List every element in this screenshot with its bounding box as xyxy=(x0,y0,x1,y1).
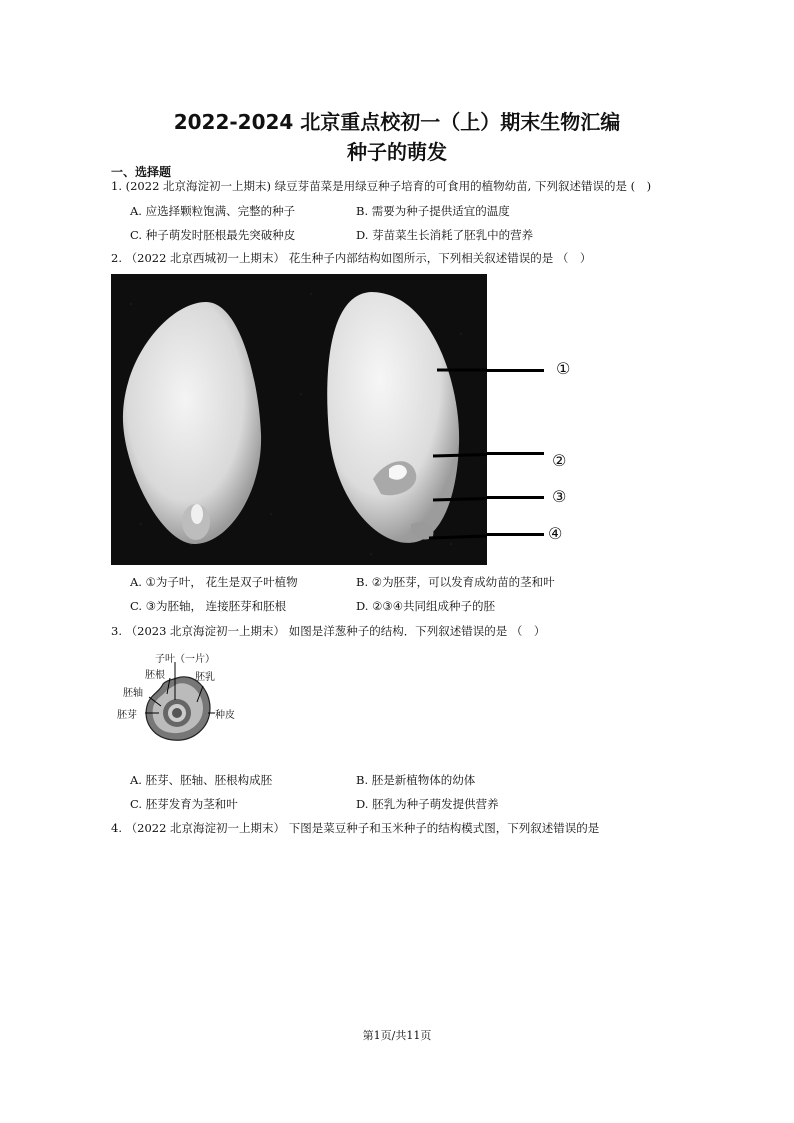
q1-option-c: C. 种子萌发时胚根最先突破种皮 xyxy=(130,228,296,242)
q2-option-c: C. ③为胚轴， 连接胚芽和胚根 xyxy=(130,599,287,613)
onion-seed-diagram xyxy=(115,650,250,745)
label-plumule: 胚芽 xyxy=(117,710,137,721)
q3-option-a: A. 胚芽、胚轴、胚根构成胚 xyxy=(130,773,273,787)
label-radicle: 胚根 xyxy=(145,670,165,681)
q2-option-a: A. ①为子叶， 花生是双子叶植物 xyxy=(130,575,298,589)
page-subtitle: 种子的萌发 xyxy=(347,140,447,164)
leader-line-4 xyxy=(487,533,544,536)
photo-label-4: ④ xyxy=(548,524,563,543)
question-4-stem: 4. （2022 北京海淀初一上期末） 下图是菜豆种子和玉米种子的结构模式图，下列叙述错误的是 xyxy=(111,821,600,835)
q1-option-d: D. 芽苗菜生长消耗了胚乳中的营养 xyxy=(356,228,534,242)
page-title: 2022-2024 北京重点校初一（上）期末生物汇编 xyxy=(173,110,621,134)
q1-option-a: A. 应选择颗粒饱满、完整的种子 xyxy=(130,204,296,218)
leader-line-3 xyxy=(487,496,544,499)
photo-label-1: ① xyxy=(556,359,571,378)
question-1-stem: 1. (2022 北京海淀初一上期末) 绿豆芽苗菜是用绿豆种子培育的可食用的植物幼苗, 下列叙述错误的是 ( ) xyxy=(111,179,652,193)
q2-option-b: B. ②为胚芽，可以发育成幼苗的茎和叶 xyxy=(356,575,555,589)
label-hypocotyl: 胚轴 xyxy=(123,688,143,699)
q3-option-b: B. 胚是新植物体的幼体 xyxy=(356,773,476,787)
q2-option-d: D. ②③④共同组成种子的胚 xyxy=(356,599,496,613)
leader-line-2 xyxy=(487,452,544,455)
q3-option-c: C. 胚芽发育为茎和叶 xyxy=(130,797,238,811)
section-heading: 一、选择题 xyxy=(111,165,172,179)
q1-option-b: B. 需要为种子提供适宜的温度 xyxy=(356,204,510,218)
photo-label-2: ② xyxy=(552,451,567,470)
peanut-seed-photo xyxy=(111,274,487,565)
peanut-seed-illustration xyxy=(111,274,487,565)
q3-option-d: D. 胚乳为种子萌发提供营养 xyxy=(356,797,499,811)
label-cotyledon: 子叶（一片） xyxy=(155,654,215,665)
question-2-stem: 2. （2022 北京西城初一上期末） 花生种子内部结构如图所示，下列相关叙述错误的是 （ ） xyxy=(111,251,592,265)
right-seed-half xyxy=(327,292,459,543)
label-seed-coat: 种皮 xyxy=(215,710,235,721)
page-footer: 第1页/共11页 xyxy=(362,1029,432,1042)
question-3-stem: 3. （2023 北京海淀初一上期末） 如图是洋葱种子的结构．下列叙述错误的是 （ ） xyxy=(111,624,546,638)
photo-label-3: ③ xyxy=(552,487,567,506)
label-endosperm: 胚乳 xyxy=(195,672,215,683)
leader-line-1 xyxy=(487,369,544,372)
